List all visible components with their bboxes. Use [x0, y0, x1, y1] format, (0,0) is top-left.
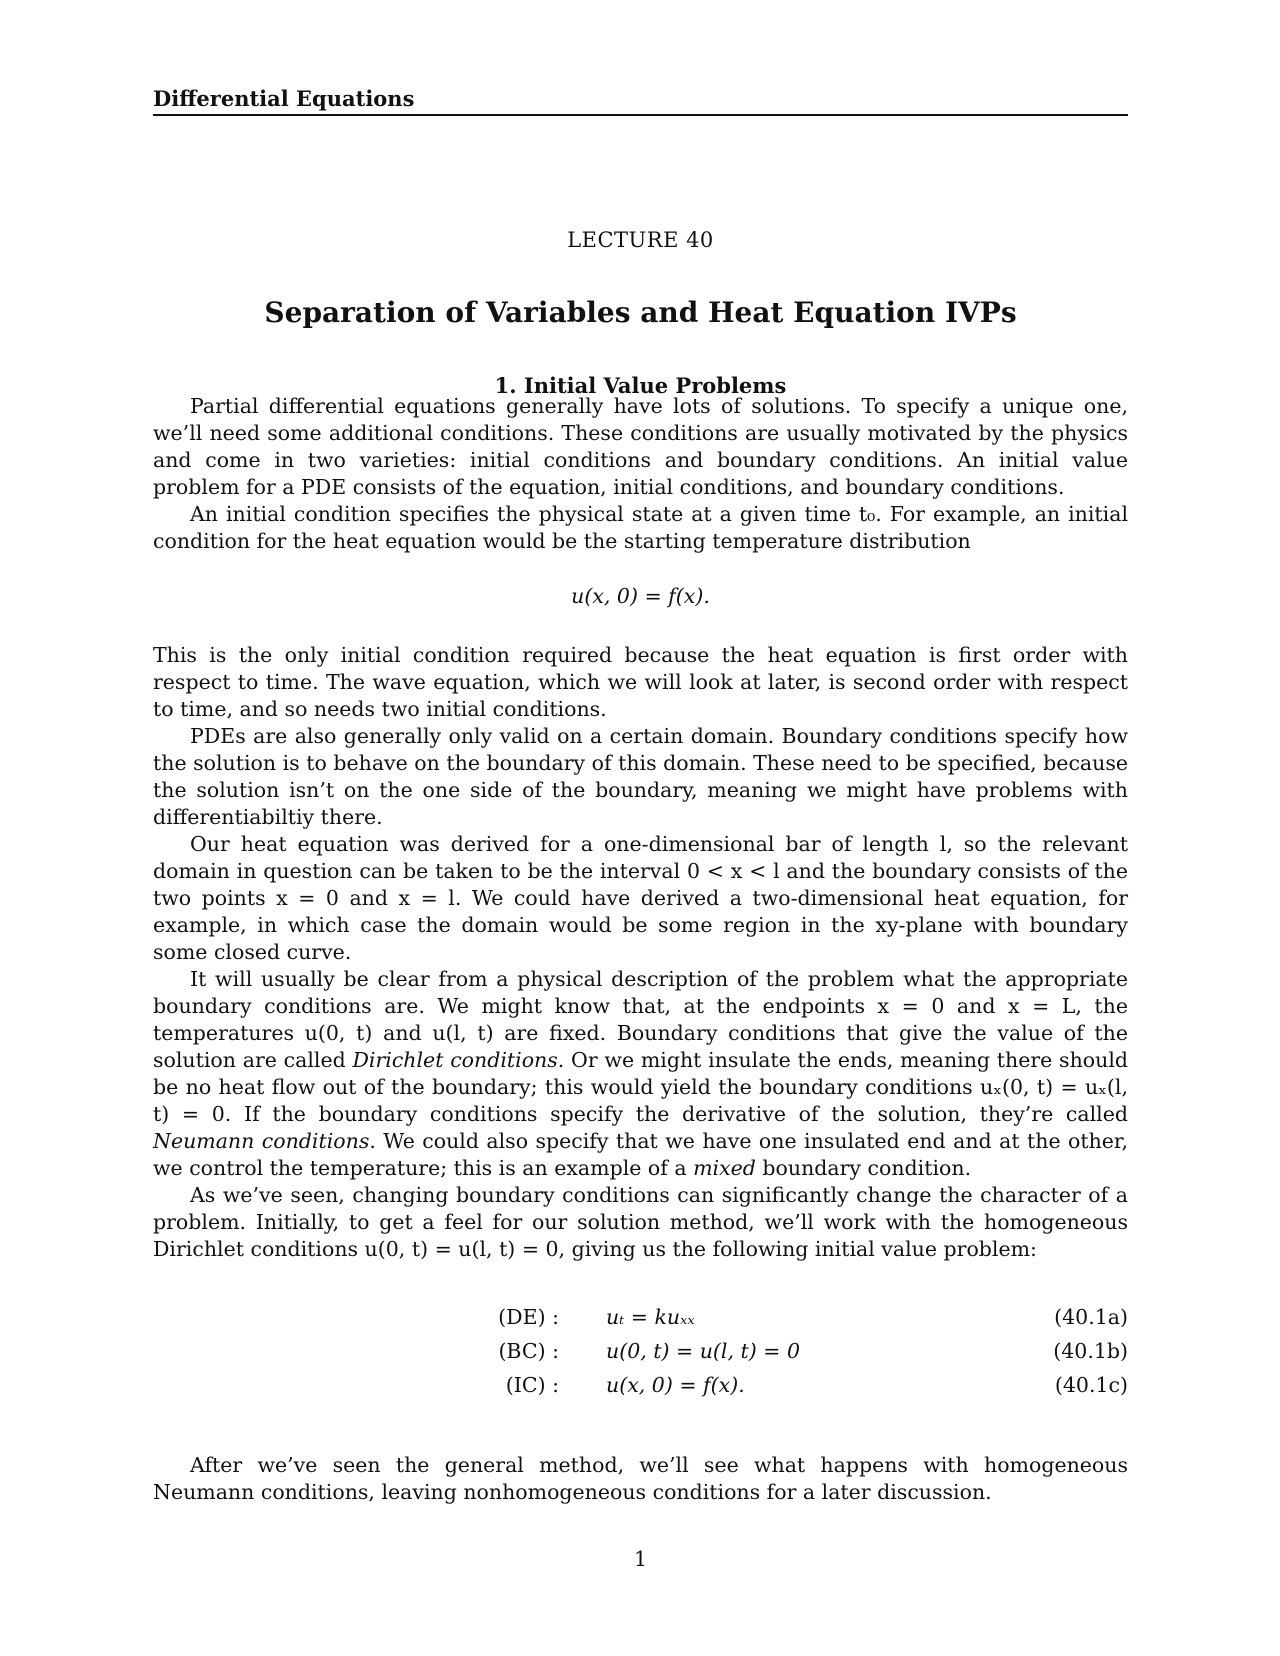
equation-row-bc: [153, 1339, 1128, 1373]
equation-label: (DE) :: [498, 1305, 559, 1329]
running-header: Differential Equations: [153, 86, 1128, 116]
term-mixed: mixed: [693, 1156, 756, 1180]
equation-row-de: [153, 1305, 1128, 1339]
equation-initial-condition: [153, 584, 1128, 608]
paragraph-6-part-b: Or we might insulate the ends, meaning there should be no heat flow out of the boundary; this would yield the boundary conditions uₓ(0, t) = uₓ(l, t) = 0. If the boundary conditions specify the derivative of the solution, they’re called: [153, 1048, 1128, 1126]
paragraph-2: An initial condition specifies the physical state at a given time t₀. For example, an initial condition for the heat equation would be the starting temperature distribution: [153, 502, 1128, 553]
section-heading: 1. Initial Value Problems: [494, 373, 787, 398]
paragraph-4: PDEs are also generally only valid on a certain domain. Boundary conditions specify how the solution is to behave on the boundary of this domain. These need to be specified, because the solution isn’t on the one side of the boundary, meaning we might have problems with differentiabiltiy there.: [153, 724, 1128, 829]
equation-label: (IC) :: [505, 1373, 559, 1397]
text-block-2: [153, 642, 1128, 1263]
term-neumann: Neumann conditions.: [153, 1129, 376, 1153]
paragraph-3: This is the only initial condition required because the heat equation is first order with respect to time. The wave equation, which we will look at later, is second order with respect to time, and so needs two initial conditions.: [153, 643, 1128, 721]
equation-number: (40.1a): [1054, 1305, 1128, 1329]
paragraph-7: As we’ve seen, changing boundary conditions can significantly change the character of a problem. Initially, to get a feel for our solution method, we’ll work with the homogeneous Dirichlet conditions u(0, t) = u(l, t) = 0, giving us the following initial value problem:: [153, 1183, 1128, 1261]
term-dirichlet: Dirichlet conditions.: [352, 1048, 565, 1072]
text-block-3: [153, 1452, 1128, 1506]
equation-label: (BC) :: [498, 1339, 559, 1363]
page-title: Separation of Variables and Heat Equation IVPs: [264, 296, 1017, 329]
equation-text: u(x, 0) = f(x).: [571, 584, 710, 608]
paragraph-6-part-a: It will usually be clear from a physical description of the problem what the appropriate boundary conditions are. We might know that, at the endpoints x = 0 and x = L, the temperatures u(0, t) and u(l, t) are fixed. Boundary conditions that give the value of the solution are called: [153, 967, 1128, 1072]
equation-row-ic: [153, 1373, 1128, 1407]
paragraph-1: Partial differential equations generally have lots of solutions. To specify a unique one, we’ll need some additional conditions. These conditions are usually motivated by the physics and come in two varieties: initial conditions and boundary conditions. An initial value problem for a PDE consists of the equation, initial conditions, and boundary conditions.: [153, 394, 1128, 499]
page-number: 1: [633, 1547, 648, 1571]
ivp-equations: [153, 1305, 1128, 1407]
equation-number: (40.1b): [1053, 1339, 1128, 1363]
equation-expression: uₜ = kuₓₓ: [606, 1305, 695, 1329]
paragraph-8: After we’ve seen the general method, we’ll see what happens with homogeneous Neumann conditions, leaving nonhomogeneous conditions for a later discussion.: [153, 1453, 1128, 1504]
text-block-1: [153, 393, 1128, 555]
equation-expression: u(x, 0) = f(x).: [606, 1373, 745, 1397]
paragraph-5: Our heat equation was derived for a one-dimensional bar of length l, so the relevant domain in question can be taken to be the interval 0 < x < l and the boundary consists of the two points x = 0 and x = l. We could have derived a two-dimensional heat equation, for example, in which case the domain would be some region in the xy-plane with boundary some closed curve.: [153, 832, 1128, 964]
lecture-label: LECTURE 40: [567, 228, 714, 252]
equation-number: (40.1c): [1054, 1373, 1128, 1397]
equation-expression: u(0, t) = u(l, t) = 0: [606, 1339, 800, 1363]
paragraph-6-part-c: We could also specify that we have one insulated end and at the other, we control the temperature; this is an example of a: [153, 1129, 1128, 1180]
paragraph-6-part-d: boundary condition.: [755, 1156, 972, 1180]
paragraph-6: [153, 966, 1128, 1182]
